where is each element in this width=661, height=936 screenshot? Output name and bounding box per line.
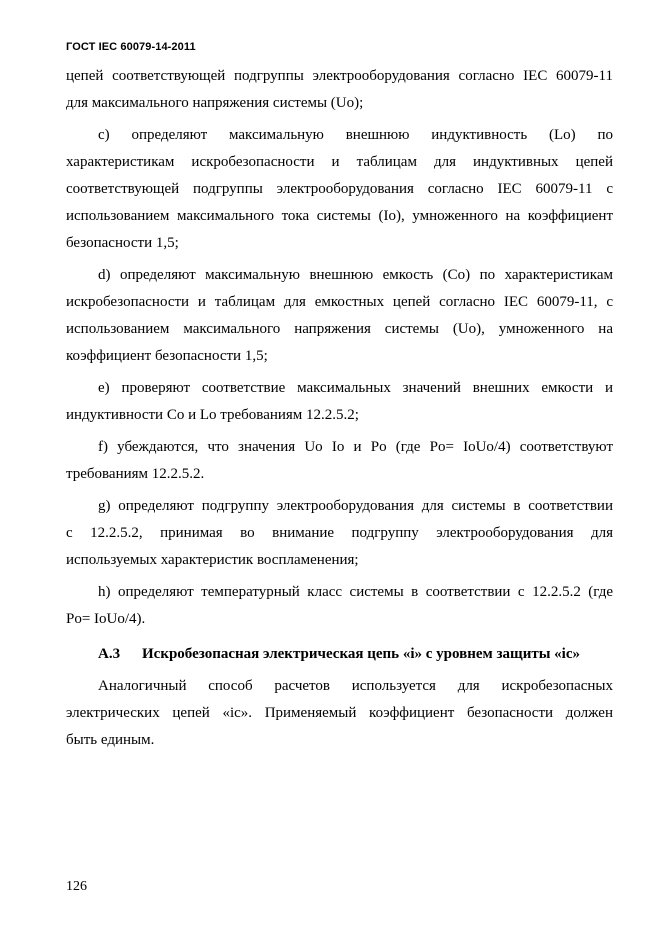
- standard-designation: ГОСТ IEC 60079-14-2011: [66, 41, 196, 53]
- section-number: А.3: [98, 646, 121, 662]
- text-line: коэффициент безопасности 1,5;: [66, 348, 268, 364]
- text-line: цепей соответствующей подгруппы электрооборудования согласно IEC 60079-11: [66, 68, 613, 84]
- text-line: с 12.2.5.2, принимая во внимание подгруппу электрооборудования для: [66, 525, 613, 541]
- text-line: h) определяют температурный класс системы в соответствии с 12.2.5.2 (где: [98, 584, 613, 600]
- text-line: искробезопасности и таблицам для емкостных цепей согласно IEC 60079-11, с: [66, 294, 613, 310]
- text-line: использованием максимального тока системы (Io), умноженного на коэффициент: [66, 208, 613, 224]
- text-line: безопасности 1,5;: [66, 235, 179, 251]
- text-line: d) определяют максимальную внешнюю емкость (Co) по характеристикам: [98, 267, 613, 283]
- text-line: e) проверяют соответствие максимальных значений внешних емкости и: [98, 380, 613, 396]
- text-line: электрических цепей «ic». Применяемый коэффициент безопасности должен: [66, 705, 613, 721]
- text-line: использованием максимального напряжения системы (Uo), умноженного на: [66, 321, 613, 337]
- text-line: c) определяют максимальную внешнюю индуктивность (Lo) по: [98, 127, 613, 143]
- text-line: используемых характеристик воспламенения;: [66, 552, 359, 568]
- body-text: [66, 63, 613, 754]
- text-line: f) убеждаются, что значения Uo Io и Po (где Po= IoUo/4) соответствуют: [98, 439, 613, 455]
- text-line: быть единым.: [66, 732, 155, 748]
- page-number: 126: [66, 879, 87, 894]
- text-line: соответствующей подгруппы электрооборудования согласно IEC 60079-11 с: [66, 181, 613, 197]
- text-line: g) определяют подгруппу электрооборудования для системы в соответствии: [98, 498, 613, 514]
- section-title: Искробезопасная электрическая цепь «i» с уровнем защиты «ic»: [142, 646, 580, 662]
- section-heading: [66, 641, 613, 668]
- text-line: Аналогичный способ расчетов используется для искробезопасных: [98, 678, 613, 694]
- text-line: для максимального напряжения системы (Uo);: [66, 95, 364, 111]
- text-line: Po= IoUo/4).: [66, 611, 146, 627]
- text-line: требованиям 12.2.5.2.: [66, 466, 205, 482]
- text-line: характеристикам искробезопасности и таблицам для индуктивных цепей: [66, 154, 613, 170]
- text-line: индуктивности Co и Lo требованиям 12.2.5.2;: [66, 407, 359, 423]
